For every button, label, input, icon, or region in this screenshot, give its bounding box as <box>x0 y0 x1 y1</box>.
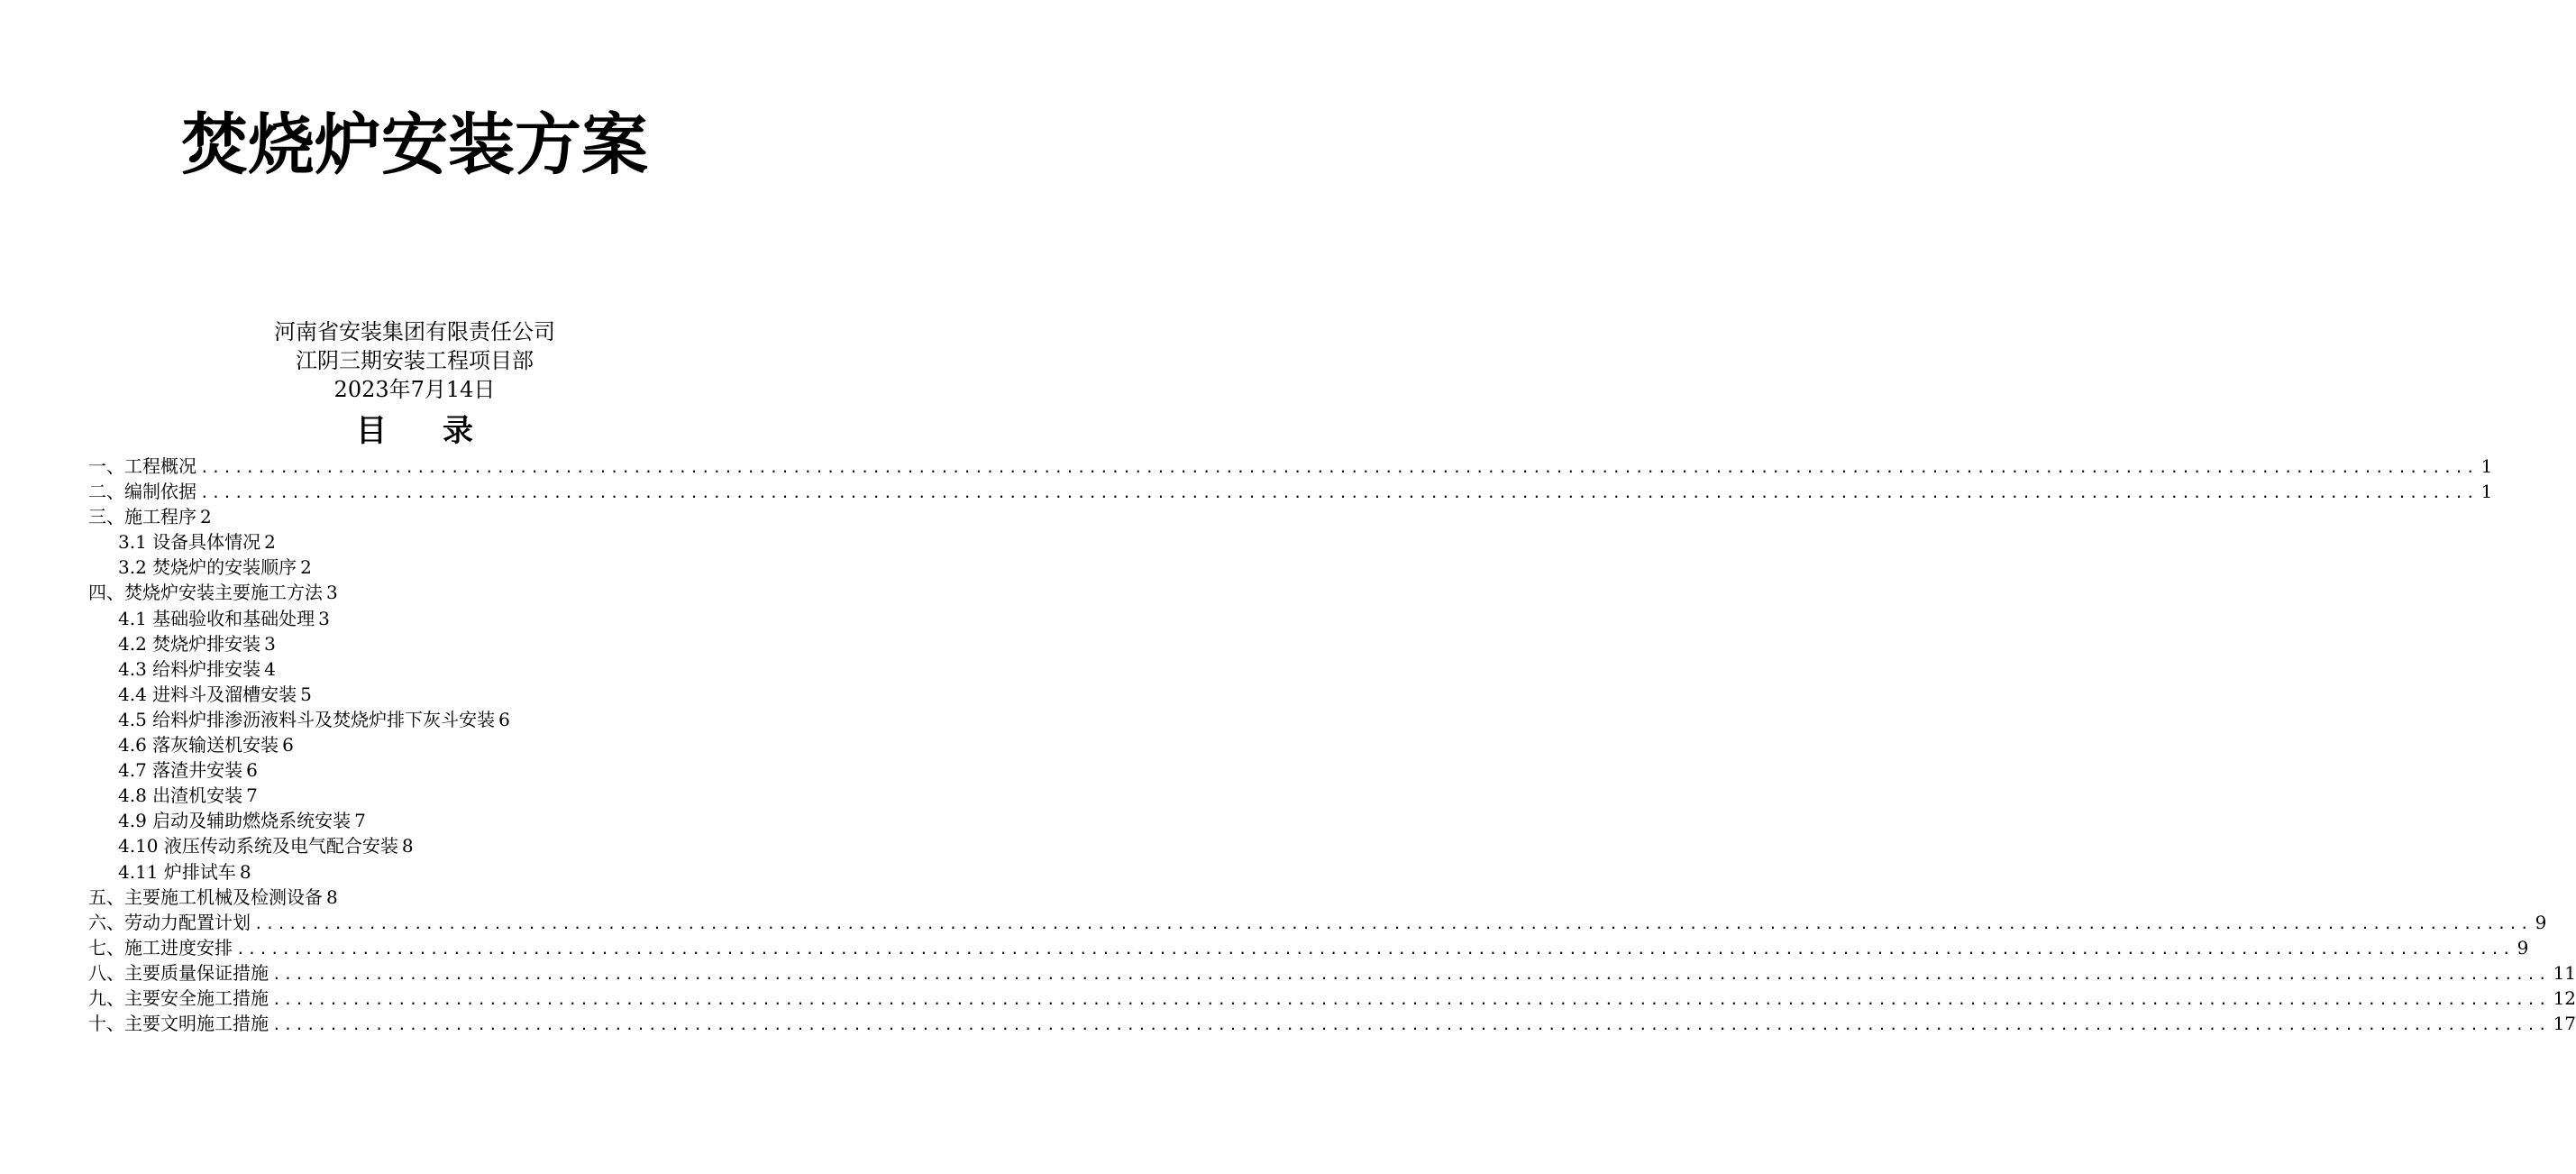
toc-entry-page: 2 <box>300 556 312 579</box>
toc-entry[interactable] <box>88 707 752 732</box>
toc-entry[interactable] <box>88 885 752 910</box>
toc-entry-label: 十、主要文明施工措施 <box>88 1013 269 1035</box>
toc-entry[interactable] <box>88 555 752 580</box>
document-title: 焚烧炉安装方案 <box>181 106 648 184</box>
toc-dot-leader: ........................................................................................................................................................................................................ <box>272 990 2550 1008</box>
toc-entry-page: 2 <box>264 531 276 554</box>
toc-entry[interactable] <box>88 808 752 833</box>
toc-entry-page: 7 <box>354 810 366 832</box>
toc-entry-page: 1 <box>2480 481 2493 503</box>
document-date: 2023年7月14日 <box>333 377 496 402</box>
toc-entry-page: 8 <box>401 835 414 858</box>
toc-heading-right: 录 <box>443 413 473 449</box>
toc-entry-page: 4 <box>264 657 276 680</box>
toc-entry-label: 4.8 出渣机安装 <box>118 784 243 807</box>
toc-entry[interactable] <box>88 656 752 682</box>
toc-entry[interactable] <box>88 986 2576 1011</box>
toc-entry-page: 8 <box>239 860 251 883</box>
toc-entry-label: 四、焚烧炉安装主要施工方法 <box>88 582 323 604</box>
toc-entry-label: 一、工程概况 <box>88 455 196 477</box>
toc-heading-left: 目 <box>356 413 387 449</box>
toc-entry-page: 6 <box>498 708 510 730</box>
toc-dot-leader: ........................................................................................................................................................................................................ <box>272 1016 2550 1034</box>
toc-entry-label: 六、劳动力配置计划 <box>88 911 251 933</box>
toc-entry-label: 九、主要安全施工措施 <box>88 986 269 1009</box>
toc-entry-label: 4.1 基础验收和基础处理 <box>118 607 315 629</box>
toc-entry-label: 4.6 落灰输送机安装 <box>118 734 279 757</box>
toc-entry[interactable] <box>88 631 752 656</box>
toc-entry-page: 5 <box>300 683 312 705</box>
toc-entry-page: 17 <box>2553 1013 2576 1035</box>
toc-entry-label: 五、主要施工机械及检测设备 <box>88 885 323 908</box>
toc-entry-label: 三、施工程序 <box>88 506 196 528</box>
table-of-contents <box>88 454 2576 1036</box>
toc-entry[interactable] <box>88 757 752 783</box>
toc-entry[interactable] <box>88 479 2493 504</box>
toc-entry-page: 3 <box>264 632 276 655</box>
toc-dot-leader: ........................................................................................................................................................................................................ <box>200 484 2478 502</box>
document-info <box>0 317 829 404</box>
toc-entry[interactable] <box>88 504 752 529</box>
toc-entry-page: 7 <box>246 784 258 807</box>
toc-entry-page: 3 <box>318 607 330 629</box>
toc-entry[interactable] <box>88 859 752 885</box>
toc-entry-label: 4.2 焚烧炉排安装 <box>118 632 261 655</box>
toc-entry[interactable] <box>88 682 752 707</box>
toc-entry[interactable] <box>88 606 752 631</box>
toc-entry-label: 4.11 炉排试车 <box>118 860 236 883</box>
toc-entry[interactable] <box>88 1011 2576 1036</box>
toc-entry-label: 3.1 设备具体情况 <box>118 531 261 554</box>
toc-dot-leader: ........................................................................................................................................................................................................ <box>254 914 2532 932</box>
toc-entry-page: 8 <box>326 885 338 908</box>
toc-entry-page: 9 <box>2517 936 2529 958</box>
toc-entry-page: 9 <box>2535 911 2547 933</box>
toc-entry[interactable] <box>88 783 752 808</box>
toc-entry[interactable] <box>88 960 2576 986</box>
toc-entry-page: 2 <box>200 506 212 528</box>
toc-entry-page: 6 <box>246 759 258 782</box>
toc-entry[interactable] <box>88 732 752 757</box>
toc-heading <box>0 410 829 452</box>
toc-dot-leader: ........................................................................................................................................................................................................ <box>236 940 2514 958</box>
toc-entry-page: 6 <box>282 734 294 757</box>
toc-entry-label: 二、编制依据 <box>88 481 196 503</box>
toc-entry-page: 12 <box>2553 986 2576 1009</box>
toc-dot-leader: ........................................................................................................................................................................................................ <box>200 459 2478 476</box>
toc-entry-label: 七、施工进度安排 <box>88 936 233 958</box>
toc-entry[interactable] <box>88 580 752 605</box>
toc-entry-label: 4.5 给料炉排渗沥液料斗及焚烧炉排下灰斗安装 <box>118 708 496 730</box>
toc-dot-leader: ........................................................................................................................................................................................................ <box>272 965 2550 983</box>
toc-entry-page: 1 <box>2480 455 2493 477</box>
toc-entry[interactable] <box>88 833 752 858</box>
department-name: 江阴三期安装工程项目部 <box>296 348 534 373</box>
toc-entry-label: 3.2 焚烧炉的安装顺序 <box>118 556 297 579</box>
toc-entry[interactable] <box>88 529 752 555</box>
toc-entry[interactable] <box>88 935 2529 960</box>
toc-entry[interactable] <box>88 454 2493 479</box>
toc-entry-label: 八、主要质量保证措施 <box>88 961 269 984</box>
organization-name: 河南省安装集团有限责任公司 <box>274 319 555 344</box>
toc-entry-page: 11 <box>2553 961 2576 984</box>
toc-entry-label: 4.4 进料斗及溜槽安装 <box>118 683 297 705</box>
toc-entry-page: 3 <box>326 582 338 604</box>
toc-entry-label: 4.9 启动及辅助燃烧系统安装 <box>118 810 352 832</box>
toc-entry-label: 4.3 给料炉排安装 <box>118 657 261 680</box>
toc-entry-label: 4.10 液压传动系统及电气配合安装 <box>118 835 398 858</box>
toc-entry-label: 4.7 落渣井安装 <box>118 759 243 782</box>
toc-entry[interactable] <box>88 910 2547 935</box>
